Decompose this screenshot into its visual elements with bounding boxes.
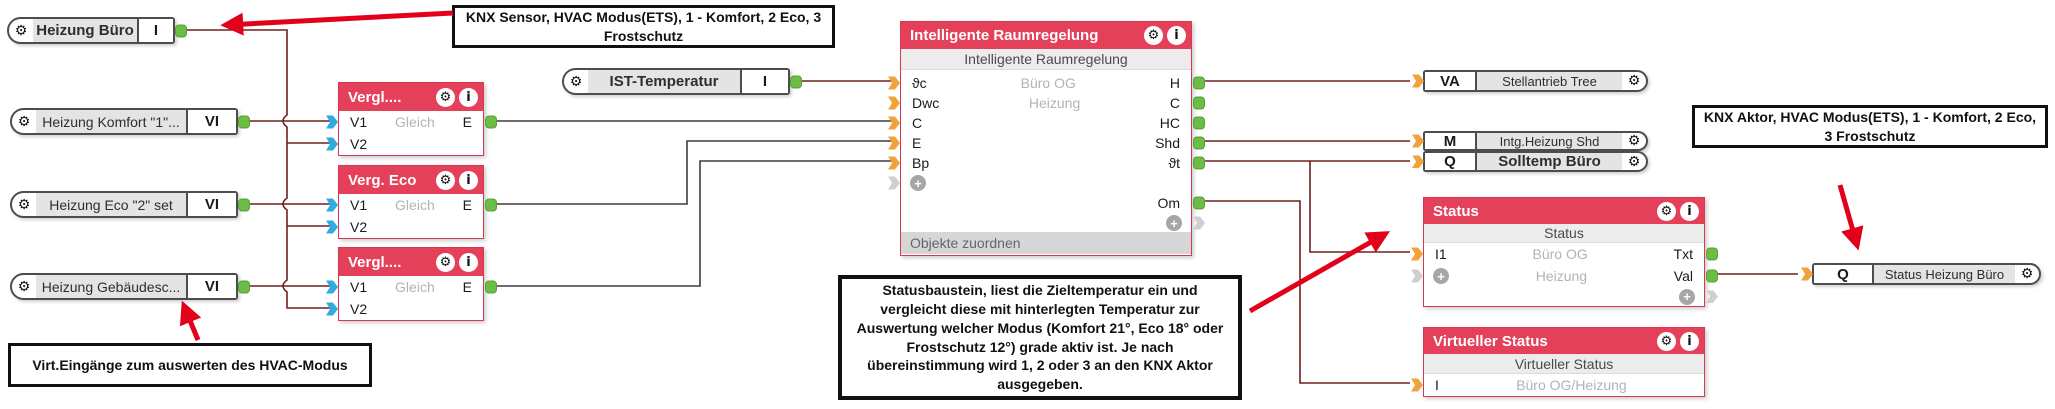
node-label: Heizung Komfort "1"... [36, 110, 186, 133]
gear-icon[interactable]: ⚙ [17, 196, 31, 213]
node-subtitle: Status [1424, 224, 1704, 243]
input-connector-i[interactable] [1411, 379, 1423, 392]
gear-icon[interactable]: ⚙ [17, 113, 31, 130]
settings-gear-icon[interactable]: ⚙ [1144, 26, 1163, 45]
port-label-bp: Bp [912, 155, 930, 171]
output-connector-tht[interactable] [1193, 157, 1205, 170]
arrow-to-status-heizung-buero [1840, 185, 1857, 245]
node-header[interactable] [339, 83, 483, 111]
output-connector[interactable] [790, 75, 802, 88]
annotation-text: Virt.Eingänge zum auswerten des HVAC-Modus [32, 356, 348, 373]
port-label-e: E [462, 279, 472, 295]
node-title: Virtueller Status [1433, 332, 1548, 350]
add-output-button[interactable]: + [1679, 289, 1695, 305]
node-label: Heizung Büro [33, 19, 137, 42]
port-label-h: H [1169, 75, 1180, 91]
input-connector-v2[interactable] [326, 221, 338, 234]
node-label: Heizung Gebäudesc... [36, 275, 186, 298]
spare-input-connector [1411, 270, 1423, 283]
input-connector-thc[interactable] [888, 77, 900, 90]
output-connector[interactable] [238, 280, 250, 293]
port-label-e: E [912, 135, 922, 151]
annotation-text: KNX Sensor, HVAC Modus(ETS), 1 - Komfort, 2 Eco, 3 Frostschutz [465, 8, 822, 44]
info-icon[interactable]: i [1167, 26, 1186, 45]
arrow-to-heizung-buero [226, 13, 453, 25]
annotation-text: KNX Aktor, HVAC Modus(ETS), 1 - Komfort, 2 Eco, 3 Frostschutz [1703, 108, 2037, 144]
port-label-v1: V1 [350, 114, 368, 130]
settings-gear-icon[interactable]: ⚙ [436, 88, 455, 107]
input-connector-v1[interactable] [326, 281, 338, 294]
input-node-heizung-gebaeude[interactable] [10, 273, 238, 300]
gear-icon[interactable]: ⚙ [569, 73, 583, 90]
node-label: Solltemp Büro [1477, 153, 1622, 170]
port-label: I [740, 70, 788, 93]
mode-label: Gleich [395, 279, 435, 295]
info-icon[interactable]: i [459, 171, 478, 190]
raumregelung-node[interactable] [900, 21, 1192, 256]
add-input-button[interactable]: + [910, 175, 926, 191]
add-input-button[interactable]: + [1433, 268, 1449, 284]
gear-icon[interactable]: ⚙ [1627, 133, 1641, 149]
output-connector-h[interactable] [1193, 77, 1205, 90]
output-connector-om[interactable] [1193, 197, 1205, 210]
node-label: Stellantrieb Tree [1477, 72, 1622, 90]
gear-icon[interactable]: ⚙ [17, 278, 31, 295]
port-label-txt: Txt [1673, 246, 1693, 262]
port-label: Q [1814, 265, 1874, 283]
settings-gear-icon[interactable]: ⚙ [436, 171, 455, 190]
input-connector[interactable] [1412, 75, 1424, 88]
output-connector-e[interactable] [485, 116, 497, 129]
instance-desc: Heizung [1535, 268, 1588, 284]
node-header[interactable] [339, 166, 483, 194]
node-title: Status [1433, 202, 1479, 220]
port-label-i1: I1 [1435, 246, 1447, 262]
port-label-tht: ϑt [1168, 155, 1180, 171]
gear-icon[interactable]: ⚙ [1627, 153, 1641, 170]
port-label-e: E [462, 114, 472, 130]
port-label-val: Val [1673, 268, 1693, 284]
node-subtitle: Intelligente Raumregelung [901, 49, 1191, 70]
node-header[interactable] [1424, 198, 1704, 224]
annotation-knx-aktor[interactable] [1692, 105, 2048, 148]
mode-label: Gleich [395, 197, 435, 213]
info-icon[interactable]: i [459, 253, 478, 272]
node-label: Heizung Eco "2" set [36, 193, 186, 216]
gear-icon[interactable]: ⚙ [1627, 73, 1641, 89]
port-label: VI [186, 275, 236, 298]
input-node-ist-temperatur[interactable] [562, 68, 790, 95]
output-node-stellantrieb[interactable] [1423, 70, 1648, 92]
settings-gear-icon[interactable]: ⚙ [436, 253, 455, 272]
gear-icon[interactable]: ⚙ [14, 22, 28, 39]
port-label: I [137, 19, 173, 42]
output-connector-e[interactable] [485, 199, 497, 212]
node-title: Intelligente Raumregelung [910, 27, 1099, 44]
port-label-e: E [462, 197, 472, 213]
instance-desc: Büro OG/Heizung [1516, 377, 1627, 393]
port-label-v2: V2 [350, 301, 368, 317]
status-node[interactable] [1423, 197, 1705, 307]
node-header[interactable] [339, 248, 483, 276]
output-connector-shd[interactable] [1193, 137, 1205, 150]
port-label: VI [186, 193, 236, 216]
port-label: Q [1425, 153, 1477, 170]
port-label-om: Om [1157, 195, 1180, 211]
node-title: Vergl.... [348, 88, 402, 106]
comparator-node-3[interactable] [338, 247, 484, 321]
node-label: IST-Temperatur [588, 70, 740, 93]
annotation-virt-eingaenge[interactable] [8, 343, 372, 387]
output-connector-hc[interactable] [1193, 117, 1205, 130]
output-node-intg-heizung-shd[interactable] [1423, 131, 1648, 151]
input-node-heizung-buero[interactable] [7, 17, 175, 44]
arrow-to-virt-eingaenge [184, 306, 198, 340]
input-connector-v1[interactable] [326, 116, 338, 129]
port-label-v1: V1 [350, 197, 368, 213]
output-connector-val[interactable] [1706, 270, 1718, 283]
info-icon[interactable]: i [1680, 202, 1699, 221]
comparator-node-2[interactable] [338, 165, 484, 239]
node-label: Intg.Heizung Shd [1477, 133, 1622, 149]
output-connector-txt[interactable] [1706, 248, 1718, 261]
arrow-to-status-node [1250, 234, 1385, 311]
spare-output-connector [1706, 290, 1718, 303]
add-output-button[interactable]: + [1166, 215, 1182, 231]
port-label-thc: ϑc [912, 75, 927, 91]
port-label-v2: V2 [350, 136, 368, 152]
port-label: VA [1425, 72, 1477, 90]
input-node-heizung-komfort[interactable] [10, 108, 238, 135]
output-connector[interactable] [238, 198, 250, 211]
node-title: Verg. Eco [348, 171, 417, 189]
port-label: VI [186, 110, 236, 133]
node-label: Status Heizung Büro [1874, 265, 2015, 283]
port-label-v2: V2 [350, 219, 368, 235]
virtueller-status-node[interactable] [1423, 327, 1705, 397]
info-icon[interactable]: i [1680, 332, 1699, 351]
input-node-heizung-eco[interactable] [10, 191, 238, 218]
settings-gear-icon[interactable]: ⚙ [1657, 202, 1676, 221]
output-connector-e[interactable] [485, 281, 497, 294]
port-label: M [1425, 133, 1477, 149]
input-connector[interactable] [1412, 155, 1424, 168]
input-connector-v2[interactable] [326, 303, 338, 316]
input-connector-c[interactable] [888, 117, 900, 130]
mode-label: Gleich [395, 114, 435, 130]
settings-gear-icon[interactable]: ⚙ [1657, 332, 1676, 351]
node-header[interactable] [901, 22, 1191, 49]
input-connector-bp[interactable] [888, 157, 900, 170]
port-label-c-in: C [912, 115, 923, 131]
input-connector-dwc[interactable] [888, 97, 900, 110]
info-icon[interactable]: i [459, 88, 478, 107]
output-node-status-heizung-buero[interactable] [1812, 263, 2041, 285]
spare-output-connector [1193, 217, 1205, 230]
input-connector-v1[interactable] [326, 199, 338, 212]
port-label-hc: HC [1159, 115, 1180, 131]
node-title: Vergl.... [348, 253, 402, 271]
instance-desc: Büro OG [1020, 75, 1076, 91]
port-label-i: I [1435, 377, 1439, 393]
annotation-knx-sensor[interactable] [452, 5, 835, 48]
objekte-zuordnen-bar[interactable]: Objekte zuordnen [901, 232, 1191, 254]
comparator-node-1[interactable] [338, 82, 484, 156]
output-connector[interactable] [238, 115, 250, 128]
output-node-solltemp-buero[interactable] [1423, 151, 1648, 172]
output-connector[interactable] [175, 24, 187, 37]
port-label-v1: V1 [350, 279, 368, 295]
node-subtitle: Virtueller Status [1424, 354, 1704, 374]
port-label-shd: Shd [1155, 135, 1180, 151]
gear-icon[interactable]: ⚙ [2020, 266, 2034, 282]
input-connector[interactable] [1801, 268, 1813, 281]
input-connector[interactable] [1412, 135, 1424, 148]
port-label-c-out: C [1169, 95, 1180, 111]
node-header[interactable] [1424, 328, 1704, 354]
annotation-statusbaustein[interactable] [838, 275, 1242, 400]
input-connector-i1[interactable] [1411, 248, 1423, 261]
input-connector-e[interactable] [888, 137, 900, 150]
spare-input-connector [888, 177, 900, 190]
instance-desc: Büro OG [1532, 246, 1588, 262]
instance-desc: Heizung [1028, 95, 1081, 111]
annotation-text: Statusbaustein, liest die Zieltemperatur ein und vergleicht diese mit hinterlegten Temperatur zur Auswertung welcher Modus (Komfort 21°, Eco 18° oder Frostschutz 12°) grade aktiv ist. Je nach übereinstimmung wird 1, 2 oder 3 an den KNX Aktor ausgegeben. [856, 281, 1224, 393]
port-label-dwc: Dwc [912, 95, 940, 111]
output-connector-c[interactable] [1193, 97, 1205, 110]
input-connector-v2[interactable] [326, 138, 338, 151]
